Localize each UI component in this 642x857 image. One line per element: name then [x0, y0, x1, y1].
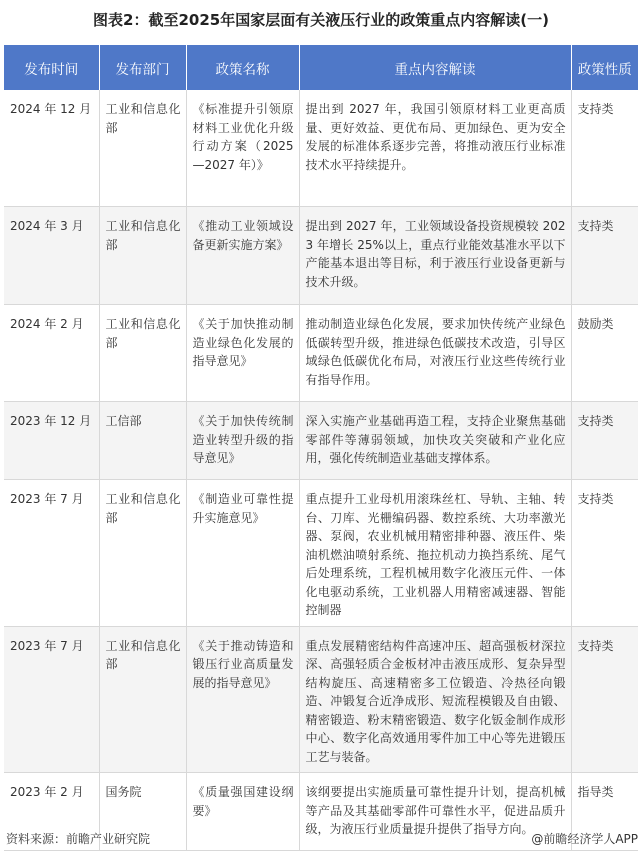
cell-policy-name: 《关于加快传统制造业转型升级的指导意见》: [186, 402, 299, 480]
cell-date: 2024 年 3 月: [4, 207, 99, 305]
source-note: 资料来源：前瞻产业研究院: [6, 832, 151, 846]
table-header-row: [4, 45, 638, 90]
header-department: 发布部门: [99, 45, 186, 90]
cell-policy-name: 《推动工业领域设备更新实施方案》: [186, 207, 299, 305]
cell-policy-type: 支持类: [571, 402, 638, 480]
cell-content: 提出到 2027 年，我国引领原材料工业更高质量、更好效益、更优布局、更加绿色、更为安全发展的标准体系逐步完善，将推动液压行业标准技术水平持续提升。: [299, 90, 571, 207]
cell-date: 2023 年 7 月: [4, 480, 99, 627]
policy-table: [4, 45, 638, 851]
header-policy-type: 政策性质: [571, 45, 638, 90]
table-row: [4, 402, 638, 480]
header-date: 发布时间: [4, 45, 99, 90]
cell-content: 深入实施产业基础再造工程，支持企业聚焦基础零部件等薄弱领域，加快攻关突破和产业化应用，强化传统制造业基础支撑体系。: [299, 402, 571, 480]
cell-date: 2023 年 2 月: [4, 773, 99, 851]
cell-policy-type: 鼓励类: [571, 305, 638, 402]
cell-date: 2023 年 7 月: [4, 626, 99, 773]
cell-policy-type: 支持类: [571, 207, 638, 305]
header-content: 重点内容解读: [299, 45, 571, 90]
cell-content: 提出到 2027 年，工业领域设备投资规模较 2023 年增长 25%以上，重点行业能效基准水平以下产能基本退出等目标，利于液压行业设备更新与技术升级。: [299, 207, 571, 305]
cell-policy-type: 支持类: [571, 480, 638, 627]
cell-date: 2024 年 2 月: [4, 305, 99, 402]
header-policy-name: 政策名称: [186, 45, 299, 90]
cell-content: 推动制造业绿色化发展，要求加快传统产业绿色低碳转型升级，推进绿色低碳技术改造，引导区域绿色低碳优化布局，对液压行业这些传统行业有指导作用。: [299, 305, 571, 402]
cell-department: 工业和信息化部: [99, 305, 186, 402]
page-title: 图表2：截至2025年国家层面有关液压行业的政策重点内容解读(一): [93, 11, 549, 29]
cell-department: 工业和信息化部: [99, 626, 186, 773]
cell-policy-type: 支持类: [571, 90, 638, 207]
cell-policy-name: 《制造业可靠性提升实施意见》: [186, 480, 299, 627]
cell-policy-type: 指导类: [571, 773, 638, 851]
cell-department: 国务院: [99, 773, 186, 851]
cell-department: 工业和信息化部: [99, 207, 186, 305]
cell-department: 工业和信息化部: [99, 90, 186, 207]
cell-date: 2024 年 12 月: [4, 90, 99, 207]
cell-content: 重点提升工业母机用滚珠丝杠、导轨、主轴、转台、刀库、光栅编码器、数控系统、大功率激光器、泵阀，农业机械用精密排种器、液压件、柴油机燃油喷射系统、拖拉机动力换挡系统、尾气后处理系统，工程机械用数字化液压元件、一体化电驱动系统，工业机器人用精密减速器、智能控制器: [299, 480, 571, 627]
cell-policy-name: 《质量强国建设纲要》: [186, 773, 299, 851]
table-row: [4, 305, 638, 402]
table-row: [4, 626, 638, 773]
cell-content: 该纲要提出实施质量可靠性提升计划，提高机械等产品及其基础零部件可靠性水平，促进品质升级，为液压行业质量提升提供了指导方向。: [299, 773, 571, 851]
brand-credit: @前瞻经济学人APP: [531, 832, 638, 846]
cell-policy-name: 《标准提升引领原材料工业优化升级行动方案（2025—2027 年）》: [186, 90, 299, 207]
cell-date: 2023 年 12 月: [4, 402, 99, 480]
cell-policy-name: 《关于加快推动制造业绿色化发展的指导意见》: [186, 305, 299, 402]
cell-department: 工信部: [99, 402, 186, 480]
cell-content: 重点发展精密结构件高速冲压、超高强板材深拉深、高强轻质合金板材冲击液压成形、复杂异型结构旋压、高速精密多工位锻造、冷热径向锻造、冲锻复合近净成形、短流程模锻及自由锻、精密锻造、粉末精密锻造、数字化钣金制作成形中心、数字化高效通用零件加工中心等先进锻压工艺与装备。: [299, 626, 571, 773]
table-row: [4, 480, 638, 627]
table-row: [4, 90, 638, 207]
cell-department: 工业和信息化部: [99, 480, 186, 627]
cell-policy-name: 《关于推动铸造和锻压行业高质量发展的指导意见》: [186, 626, 299, 773]
cell-policy-type: 支持类: [571, 626, 638, 773]
table-row: [4, 207, 638, 305]
